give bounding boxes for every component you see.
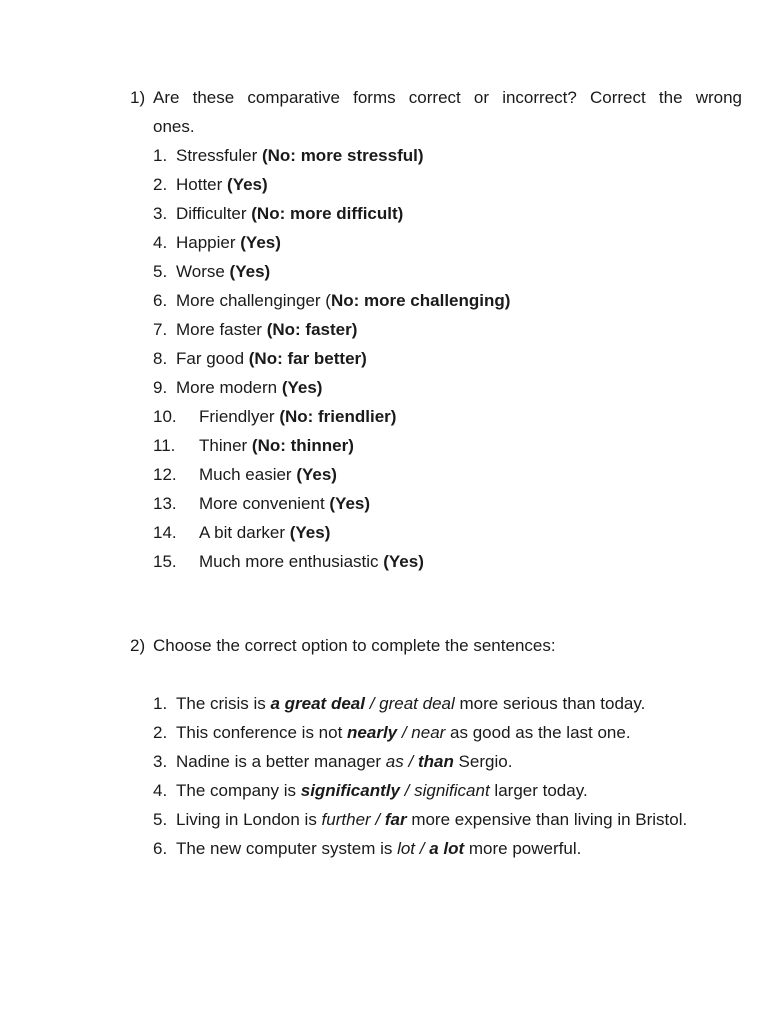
list-item [153, 776, 588, 805]
item-number: 1. [153, 694, 168, 713]
sentence-end: as good as the last one. [445, 723, 631, 742]
list-item [153, 834, 581, 863]
list-item [153, 402, 396, 431]
item-answer: (Yes) [240, 233, 281, 252]
item-answer: (No: more stressful) [261, 146, 424, 165]
sentence-end: Sergio. [453, 752, 513, 771]
list-item [153, 518, 330, 547]
item-answer: (No: far better) [248, 349, 367, 368]
item-word: Happier [176, 233, 241, 252]
option-1: further [321, 810, 371, 829]
item-number: 5. [153, 262, 168, 281]
item-answer: (No: faster) [266, 320, 358, 339]
item-word: Much easier [199, 465, 297, 484]
question-1-number: 1) [130, 88, 146, 107]
list-item [153, 199, 403, 228]
option-2: far [384, 810, 407, 829]
item-answer: (Yes) [229, 262, 271, 281]
item-answer: (Yes) [296, 465, 337, 484]
item-word: Stressfuler [176, 146, 262, 165]
list-item [153, 141, 424, 170]
list-item [153, 228, 281, 257]
item-number: 3. [153, 204, 168, 223]
list-item [153, 286, 510, 315]
item-number: 10. [153, 407, 177, 426]
option-separator: / [403, 752, 418, 771]
option-1: a great deal [270, 694, 365, 713]
item-word: Difficulter [176, 204, 252, 223]
option-2: than [417, 752, 454, 771]
sentence-start: The new computer system is [176, 839, 398, 858]
item-word: A bit darker [199, 523, 290, 542]
option-separator: / [364, 694, 380, 713]
list-item [153, 344, 367, 373]
sentence-start: The company is [176, 781, 301, 800]
item-number: 15. [153, 552, 177, 571]
sentence-end: larger today. [489, 781, 588, 800]
option-separator: / [415, 839, 430, 858]
item-number: 12. [153, 465, 177, 484]
item-number: 2. [153, 175, 168, 194]
sentence-start: Living in London is [176, 810, 322, 829]
question-2-text: Choose the correct option to complete the sentences: [153, 636, 556, 655]
item-word: Friendlyer [199, 407, 280, 426]
list-item [153, 489, 370, 518]
list-item [153, 805, 687, 834]
list-item [153, 170, 268, 199]
item-number: 3. [153, 752, 168, 771]
item-word: Hotter [176, 175, 228, 194]
sentence-start: The crisis is [176, 694, 271, 713]
item-number: 11. [153, 436, 176, 455]
question-2-number: 2) [130, 636, 146, 655]
sentence-start: This conference is not [176, 723, 348, 742]
item-number: 14. [153, 523, 177, 542]
item-word: More faster [176, 320, 267, 339]
option-1: lot [397, 839, 416, 858]
item-number: 9. [153, 378, 168, 397]
item-number: 7. [153, 320, 168, 339]
sentence-end: more expensive than living in Bristol. [406, 810, 688, 829]
option-1: nearly [347, 723, 398, 742]
item-number: 4. [153, 233, 168, 252]
item-number: 4. [153, 781, 168, 800]
item-answer: (Yes) [281, 378, 323, 397]
option-separator: / [397, 723, 412, 742]
item-word: Thiner [199, 436, 252, 455]
item-answer: (No: more difficult) [251, 204, 404, 223]
option-2: significant [414, 781, 490, 800]
item-word: More challenginger ( [176, 291, 331, 310]
item-number: 5. [153, 810, 168, 829]
option-2: near [411, 723, 446, 742]
item-answer: No: more challenging) [330, 291, 511, 310]
item-number: 2. [153, 723, 168, 742]
option-separator: / [399, 781, 415, 800]
list-item [153, 315, 357, 344]
question-1-text-continued: ones. [153, 117, 195, 136]
option-2: great deal [379, 694, 455, 713]
list-item [153, 547, 424, 576]
list-item [153, 689, 645, 718]
list-item [153, 431, 354, 460]
item-word: Far good [176, 349, 249, 368]
item-answer: (Yes) [383, 552, 424, 571]
sentence-end: more powerful. [464, 839, 582, 858]
sentence-start: Nadine is a better manager [176, 752, 386, 771]
option-1: significantly [300, 781, 400, 800]
item-word: Worse [176, 262, 230, 281]
item-word: More modern [176, 378, 282, 397]
item-answer: (Yes) [329, 494, 371, 513]
question-1-text: Are these comparative forms correct or incorrect? Correct the wrong [153, 88, 742, 107]
sentence-end: more serious than today. [454, 694, 646, 713]
option-1: as [385, 752, 404, 771]
list-item [153, 718, 631, 747]
list-item [153, 373, 322, 402]
list-item [153, 257, 270, 286]
item-number: 1. [153, 146, 168, 165]
list-item [153, 747, 512, 776]
item-number: 8. [153, 349, 168, 368]
list-item [153, 460, 337, 489]
item-number: 6. [153, 839, 168, 858]
item-number: 13. [153, 494, 177, 513]
item-word: Much more enthusiastic [199, 552, 384, 571]
item-answer: (Yes) [227, 175, 268, 194]
item-word: More convenient [199, 494, 330, 513]
option-separator: / [370, 810, 385, 829]
item-answer: (Yes) [289, 523, 331, 542]
item-answer: (No: thinner) [251, 436, 354, 455]
option-2: a lot [429, 839, 465, 858]
item-number: 6. [153, 291, 168, 310]
item-answer: (No: friendlier) [279, 407, 397, 426]
